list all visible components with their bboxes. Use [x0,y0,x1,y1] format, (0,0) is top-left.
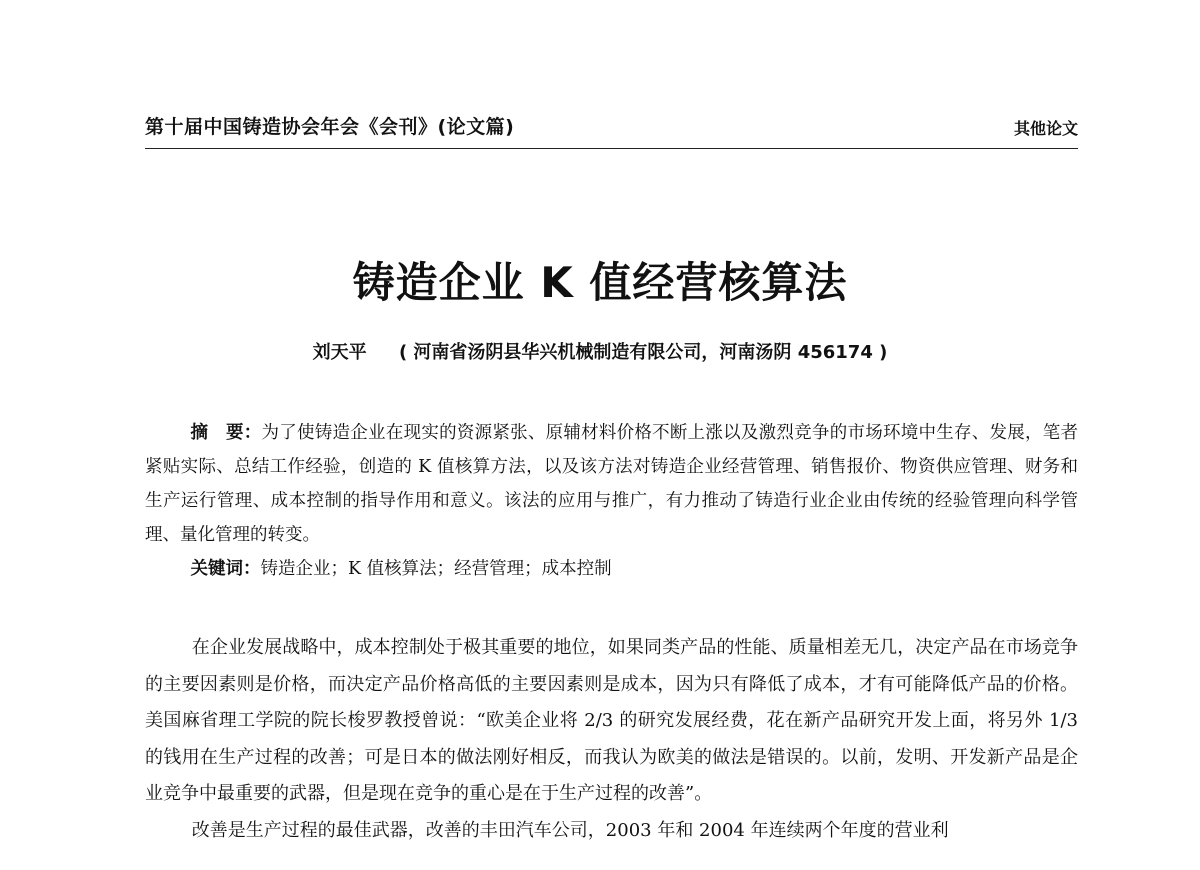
abstract-label: 摘 要： [190,423,262,443]
author-line [0,338,1200,364]
paper-title: 铸造企业 K 值经营核算法 [352,258,848,307]
body-paragraph-2: 改善是生产过程的最佳武器，改善的丰田汽车公司，2003 年和 2004 年连续两个年度的营业利 [191,819,949,841]
abstract-paragraph [145,416,1078,552]
author-name: 刘天平 [312,342,367,363]
body-text [145,630,1078,849]
section-label: 其他论文 [1013,119,1078,138]
abstract-section [145,416,1078,586]
running-header [145,112,1078,149]
keywords-label: 关键词： [190,559,261,579]
author-affiliation: ( 河南省汤阴县华兴机械制造有限公司，河南汤阴 456174 ) [398,342,888,363]
keywords-paragraph [145,552,1078,586]
abstract-text: 为了使铸造企业在现实的资源紧张、原辅材料价格不断上涨以及激烈竞争的市场环境中生存、发展，笔者紧贴实际、总结工作经验，创造的 K 值核算方法，以及该方法对铸造企业经营管理、销售报价、物资供应管理、财务和生产运行管理、成本控制的指导作用和意义。该法的应用与推广，有力推动了铸造行业企业由传统的经验管理向科学管理、量化管理的转变。 [145,423,1079,545]
journal-title: 第十届中国铸造协会年会《会刊》(论文篇) [145,116,515,138]
body-paragraph-1: 在企业发展战略中，成本控制处于极其重要的地位，如果同类产品的性能、质量相差无几，决定产品在市场竞争的主要因素则是价格，而决定产品价格高低的主要因素则是成本，因为只有降低了成本，才有可能降低产品的价格。美国麻省理工学院的院长梭罗教授曾说：“欧美企业将 2/3 的研究发展经费，花在新产品研究开发上面，将另外 1/3 的钱用在生产过程的改善；可是日本的做法刚好相反，而我认为欧美的做法是错误的。以前，发明、开发新产品是企业竞争中最重要的武器，但是现在竞争的重心是在于生产过程的改善”。 [145,637,1078,804]
keywords-text: 铸造企业；K 值核算法；经营管理；成本控制 [260,559,612,579]
